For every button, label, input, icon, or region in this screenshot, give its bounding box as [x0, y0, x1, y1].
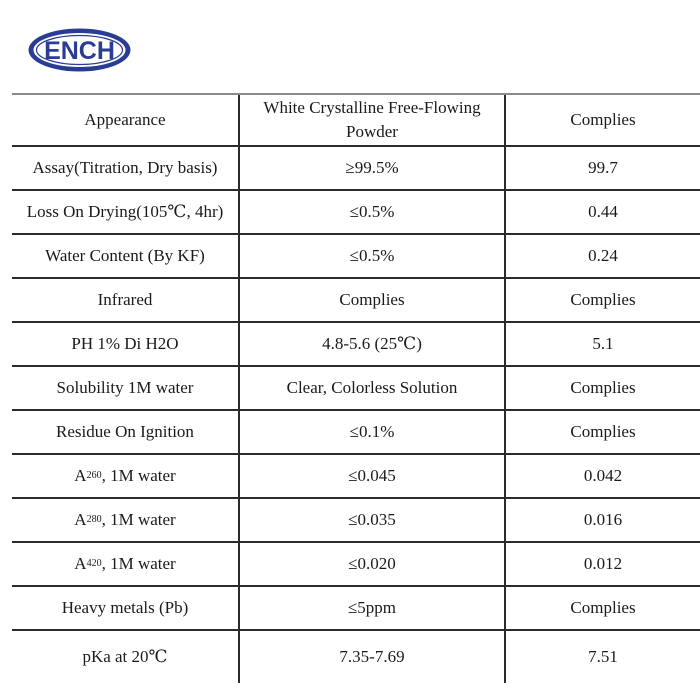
parameter-cell: Infrared	[97, 290, 153, 309]
parameter-cell: Heavy metals (Pb)	[61, 598, 189, 617]
result-cell: 0.016	[583, 510, 623, 529]
parameter-cell: Residue On Ignition	[56, 422, 194, 441]
table-row	[12, 191, 700, 235]
result-cell: 0.24	[588, 246, 618, 265]
result-cell: Complies	[570, 290, 636, 309]
specification-cell: Complies	[238, 279, 506, 321]
specification-cell: ≥99.5%	[238, 147, 506, 189]
ench-logo	[27, 27, 132, 73]
table-row	[12, 235, 700, 279]
logo-text: ENCH	[44, 37, 115, 65]
result-cell: Complies	[570, 110, 636, 129]
result-cell: 0.44	[588, 202, 618, 221]
parameter-prefix: A	[74, 554, 87, 573]
specification-cell: ≤0.1%	[238, 411, 506, 453]
parameter-cell: A 420 , 1M water	[74, 554, 176, 573]
specification-line: Powder	[346, 122, 398, 141]
table-row	[12, 367, 700, 411]
parameter-cell: Solubility 1M water	[56, 378, 194, 397]
table-row	[12, 279, 700, 323]
specification-cell	[238, 95, 506, 145]
table-row	[12, 587, 700, 631]
result-cell: Complies	[570, 598, 636, 617]
parameter-cell: A 280 , 1M water	[74, 510, 176, 529]
parameter-suffix: , 1M water	[101, 554, 176, 573]
parameter-suffix: , 1M water	[101, 510, 176, 529]
table-row	[12, 147, 700, 191]
parameter-prefix: A	[74, 466, 87, 485]
result-cell: 7.51	[588, 647, 618, 666]
result-cell: 0.042	[583, 466, 623, 485]
parameter-cell: A 260 , 1M water	[74, 466, 176, 485]
specification-cell: Clear, Colorless Solution	[238, 367, 506, 409]
result-cell: 5.1	[592, 334, 614, 353]
parameter-cell: Water Content (By KF)	[45, 246, 205, 265]
result-cell: 99.7	[588, 158, 618, 177]
table-row	[12, 543, 700, 587]
specification-cell: ≤0.5%	[238, 191, 506, 233]
parameter-prefix: A	[74, 510, 87, 529]
specification-cell: ≤0.020	[238, 543, 506, 585]
table-row	[12, 411, 700, 455]
table-row	[12, 323, 700, 367]
table-row	[12, 631, 700, 683]
specification-cell: ≤0.035	[238, 499, 506, 541]
result-cell: Complies	[570, 378, 636, 397]
specification-cell: 4.8-5.6 (25℃)	[238, 323, 506, 365]
table-row	[12, 93, 700, 147]
specification-table	[12, 93, 700, 683]
ench-logo-graphic	[27, 27, 132, 73]
parameter-cell: pKa at 20℃	[82, 647, 168, 666]
specification-cell: 7.35-7.69	[238, 631, 506, 683]
result-cell: 0.012	[583, 554, 623, 573]
specification-cell: ≤5ppm	[238, 587, 506, 629]
table-row	[12, 499, 700, 543]
parameter-cell: Appearance	[84, 110, 166, 129]
parameter-cell: Loss On Drying(105℃, 4hr)	[26, 202, 224, 221]
specification-line: White Crystalline Free-Flowing	[263, 98, 481, 117]
specification-cell: ≤0.045	[238, 455, 506, 497]
parameter-suffix: , 1M water	[101, 466, 176, 485]
specification-cell: ≤0.5%	[238, 235, 506, 277]
result-cell: Complies	[570, 422, 636, 441]
table-row	[12, 455, 700, 499]
parameter-cell: PH 1% Di H2O	[71, 334, 179, 353]
parameter-cell: Assay(Titration, Dry basis)	[32, 158, 218, 177]
